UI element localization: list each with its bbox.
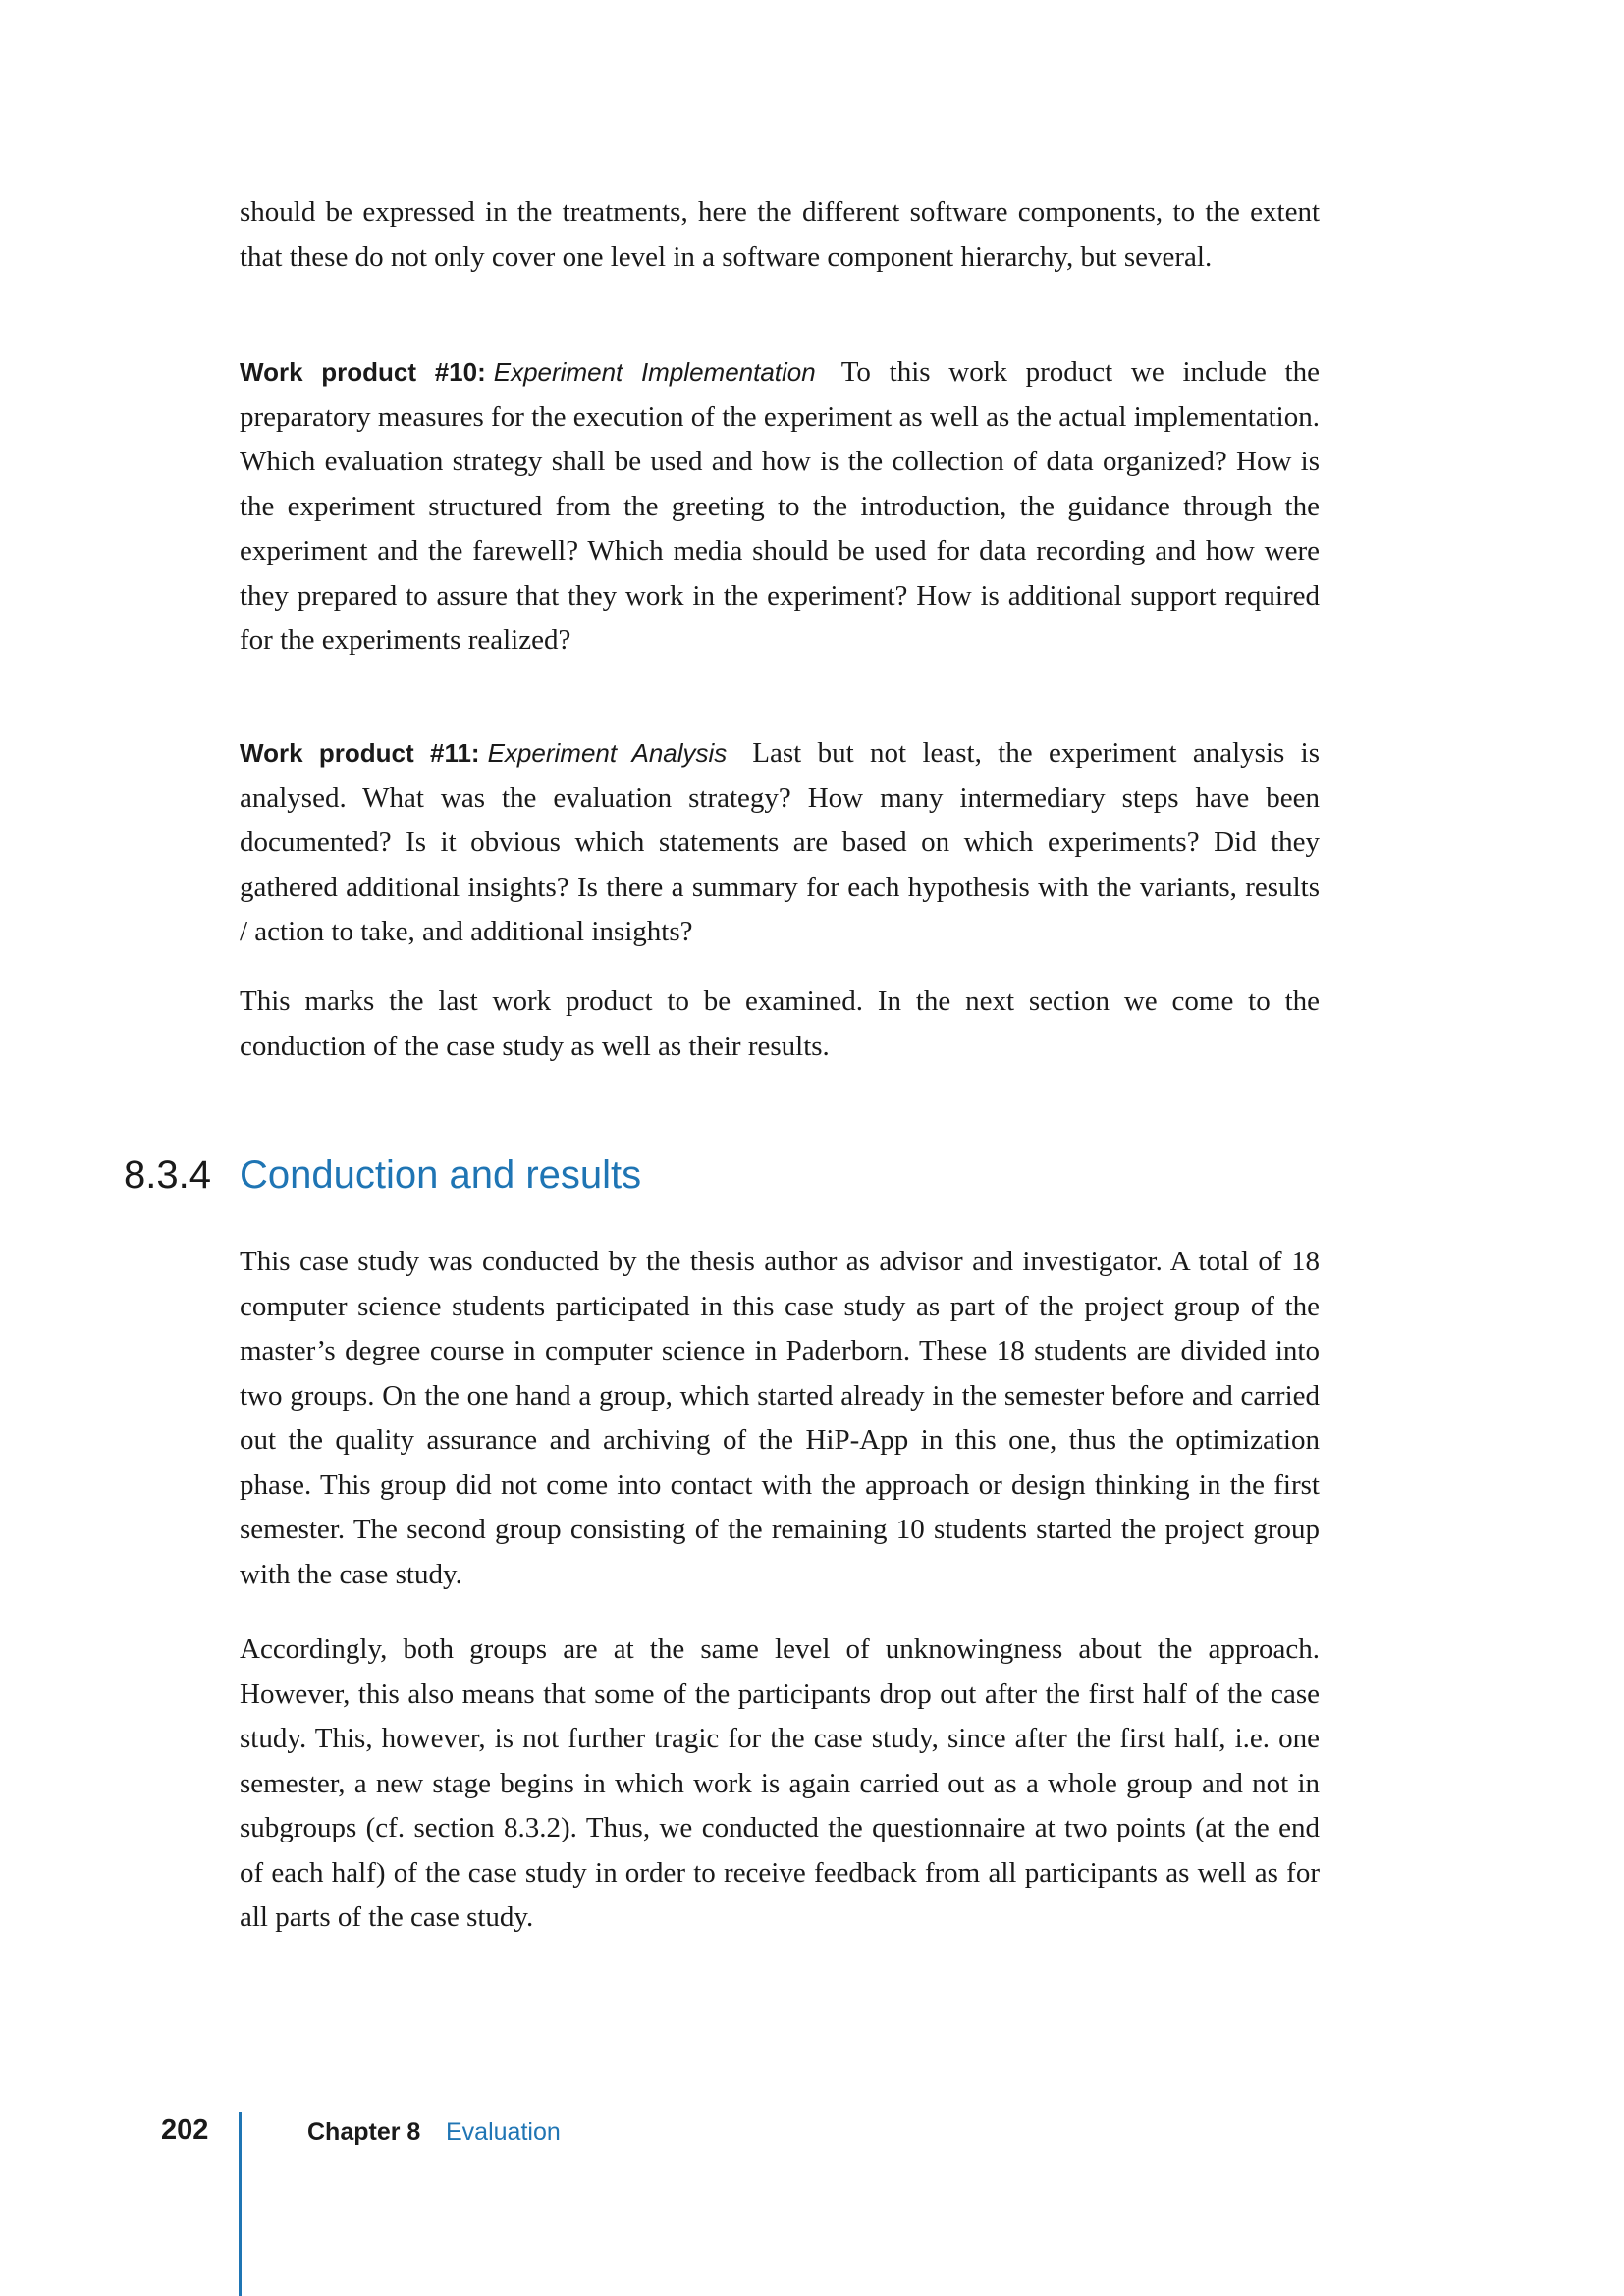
work-product-10-title: Experiment Implementation bbox=[493, 357, 816, 387]
section-heading bbox=[124, 1150, 641, 1200]
intro-block bbox=[240, 190, 1320, 280]
section-paragraph-2: Accordingly, both groups are at the same level of unknowingness about the approach. However, this also means that some of the participants drop out after the first half of the case study. This, however, is not further tragic for the case study, since after the first half, i.e. one semester, a new stage begins in which work is again carried out as a whole group and not in subgroups (cf. section 8.3.2). Thus, we conducted the questionnaire at two points (at the end of each half) of the case study in order to receive feedback from all participants as well as for all parts of the case study. bbox=[240, 1633, 1320, 1933]
footer-divider bbox=[239, 2112, 242, 2296]
work-product-11-block bbox=[240, 731, 1320, 955]
page-footer bbox=[0, 2110, 1624, 2296]
work-product-11-title: Experiment Analysis bbox=[487, 738, 728, 768]
section-paragraph-1: This case study was conducted by the thesis author as advisor and investigator. A total of 18 computer science students participated in this case study as part of the project group of the master’s degree course in computer science in Paderborn. These 18 students are divided into two groups. On the one hand a group, which started already in the semester before and carried out the quality assurance and archiving of the HiP-App in this one, thus the optimization phase. This group did not come into contact with the approach or design thinking in the first semester. The second group consisting of the remaining 10 students started the project group with the case study. bbox=[240, 1246, 1320, 1590]
chapter-name: Evaluation bbox=[446, 2118, 561, 2146]
chapter-label: Chapter 8 bbox=[307, 2118, 421, 2146]
work-product-11-paragraph bbox=[240, 731, 1320, 955]
section-number: 8.3.4 bbox=[124, 1153, 211, 1197]
work-product-10-label: Work product #10: bbox=[240, 357, 486, 387]
work-product-11-label: Work product #11: bbox=[240, 738, 480, 768]
closing-block bbox=[240, 980, 1320, 1069]
section-title: Conduction and results bbox=[240, 1153, 642, 1197]
work-product-10-paragraph bbox=[240, 350, 1320, 664]
closing-paragraph: This marks the last work product to be examined. In the next section we come to the conduction of the case study as well as their results. bbox=[240, 986, 1320, 1062]
work-product-11-text: Last but not least, the experiment analysis is analysed. What was the evaluation strategy? How many intermediary steps have been documented? Is it obvious which statements are based on which experiments? Did they gathered additional insights? Is there a summary for each hypothesis with the variants, results / action to take, and additional insights? bbox=[240, 737, 1320, 947]
work-product-10-text: To this work product we include the preparatory measures for the execution of the experiment as well as the actual implementation. Which evaluation strategy shall be used and how is the collection of data organized? How is the experiment structured from the greeting to the introduction, the guidance through the experiment and the farewell? Which media should be used for data recording and how were they prepared to assure that they work in the experiment? How is additional support required for the experiments realized? bbox=[240, 356, 1320, 656]
section-paragraph-2-block bbox=[240, 1628, 1320, 1941]
intro-paragraph: should be expressed in the treatments, here the different software components, to the extent that these do not only cover one level in a software component hierarchy, but several. bbox=[240, 196, 1320, 273]
section-paragraph-1-block bbox=[240, 1240, 1320, 1597]
work-product-10-block bbox=[240, 350, 1320, 664]
page-number: 202 bbox=[161, 2114, 209, 2146]
